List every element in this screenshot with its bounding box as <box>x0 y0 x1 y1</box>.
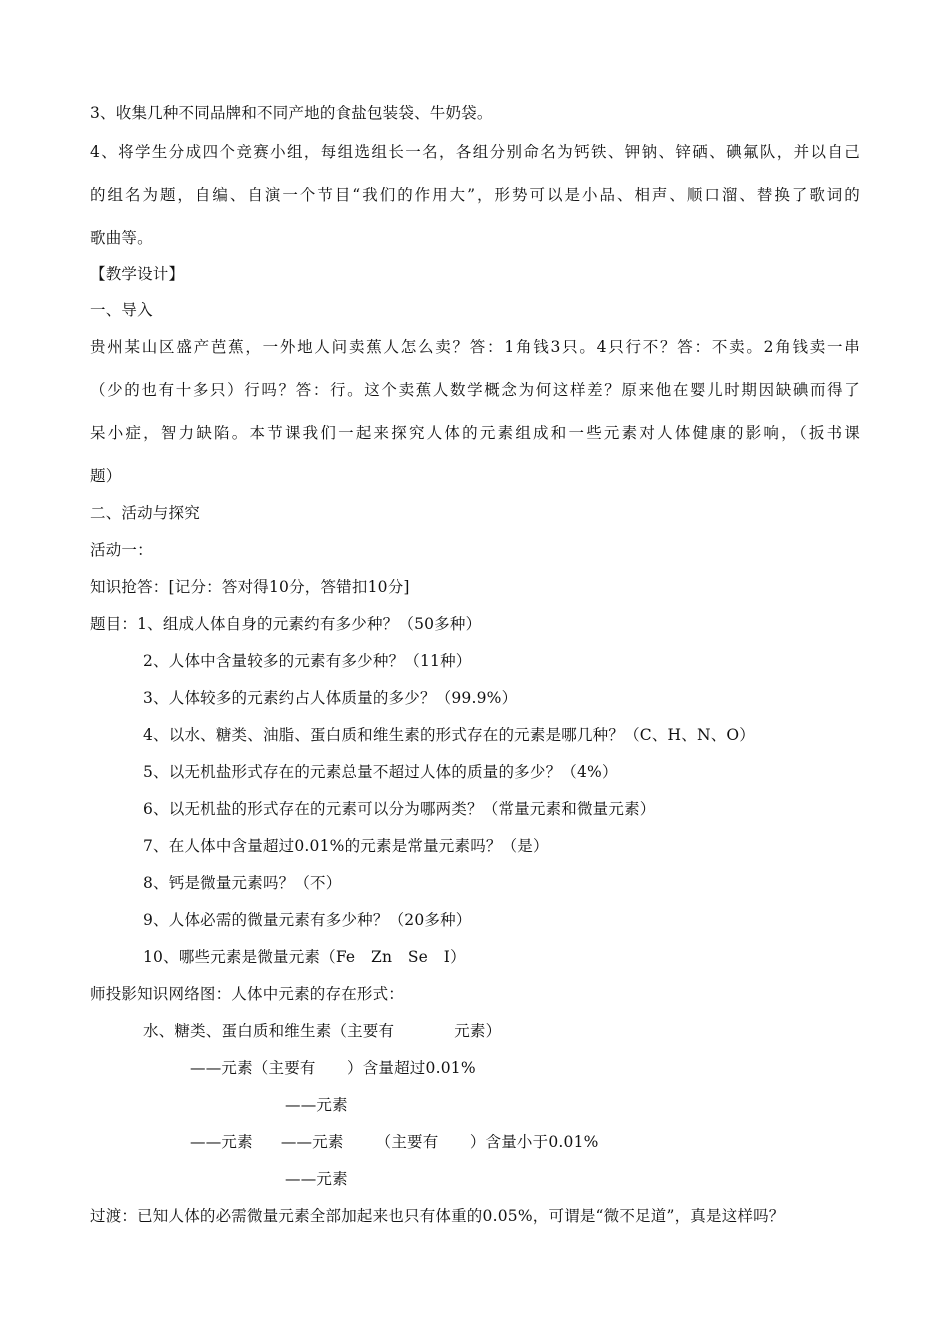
intro-line-4: 题） <box>90 467 122 485</box>
network-row-4-a: ——元素 <box>190 1133 253 1151</box>
question-5: 5、以无机盐形式存在的元素总量不超过人体的质量的多少？（4%） <box>143 763 618 781</box>
question-3: 3、人体较多的元素约占人体质量的多少？（99.9%） <box>143 689 518 707</box>
prep-item-4-line-2: 的组名为题，自编、自演一个节目“我们的作用大”，形势可以是小品、相声、顺口溜、替换了歌词的 <box>90 186 860 204</box>
network-row-3: ——元素 <box>285 1096 348 1114</box>
network-row-1 <box>143 1021 501 1041</box>
network-intro: 师投影知识网络图：人体中元素的存在形式： <box>90 985 405 1003</box>
network-row-1-text: 水、糖类、蛋白质和维生素（主要有 <box>143 1022 395 1040</box>
question-1: 题目：1、组成人体自身的元素约有多少种？（50多种） <box>90 615 482 633</box>
network-row-4-b: ——元素 <box>280 1133 344 1151</box>
activity-1-label: 活动一： <box>90 541 153 559</box>
question-6: 6、以无机盐的形式存在的元素可以分为哪两类？（常量元素和微量元素） <box>143 800 656 818</box>
section-1-title: 一、导入 <box>90 301 153 319</box>
network-row-2: ——元素（主要有 ）含量超过0.01% <box>190 1059 476 1077</box>
question-7: 7、在人体中含量超过0.01%的元素是常量元素吗？（是） <box>143 837 549 855</box>
network-row-4-c: （主要有 ）含量小于0.01% <box>375 1133 599 1151</box>
transition-text: 过渡：已知人体的必需微量元素全部加起来也只有体重的0.05%，可谓是“微不足道”，真是这样吗？ <box>90 1207 785 1225</box>
quiz-rule: 知识抢答：[记分：答对得10分，答错扣10分] <box>90 578 410 596</box>
question-10: 10、哪些元素是微量元素（Fe Zn Se I） <box>143 948 466 966</box>
prep-item-3: 3、收集几种不同品牌和不同产地的食盐包装袋、牛奶袋。 <box>90 104 493 122</box>
prep-item-4-line-3: 歌曲等。 <box>90 229 153 247</box>
section-2-title: 二、活动与探究 <box>90 504 200 522</box>
intro-line-3: 呆小症，智力缺陷。本节课我们一起来探究人体的元素组成和一些元素对人体健康的影响，（扳书课 <box>90 424 860 442</box>
question-9: 9、人体必需的微量元素有多少种？（20多种） <box>143 911 472 929</box>
network-row-1-suffix: 元素） <box>454 1022 502 1040</box>
question-2: 2、人体中含量较多的元素有多少种？（11种） <box>143 652 472 670</box>
prep-item-4-line-1: 4、将学生分成四个竞赛小组，每组选组长一名，各组分别命名为钙铁、钾钠、锌硒、碘氟队，并以自己 <box>90 143 860 161</box>
network-row-4 <box>190 1132 599 1152</box>
network-row-5: ——元素 <box>285 1170 348 1188</box>
question-4: 4、以水、糖类、油脂、蛋白质和维生素的形式存在的元素是哪几种？（C、H、N、O） <box>143 726 756 744</box>
intro-line-1: 贵州某山区盛产芭蕉，一外地人问卖蕉人怎么卖？答：1角钱3只。4只行不？答：不卖。2角钱卖一串 <box>90 338 860 356</box>
question-8: 8、钙是微量元素吗？（不） <box>143 874 342 892</box>
intro-line-2: （少的也有十多只）行吗？答：行。这个卖蕉人数学概念为何这样差？原来他在婴儿时期因缺碘而得了 <box>90 381 860 399</box>
design-heading: 【教学设计】 <box>90 265 185 283</box>
